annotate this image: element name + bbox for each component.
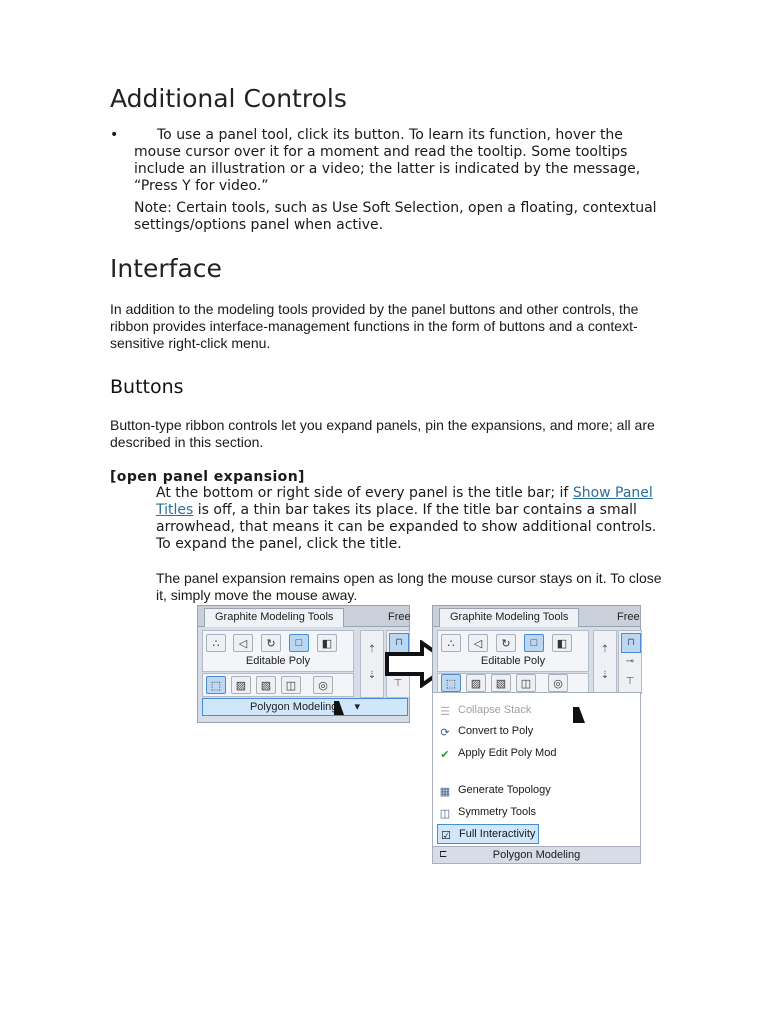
desc-before-link: At the bottom or right side of every panel is the title bar; if (156, 485, 573, 501)
term-description-2: The panel expansion remains open as long the mouse cursor stays on it. To close it, simply move the mouse away. (156, 570, 662, 603)
menu-item-symmetry-tools[interactable]: ◫ Symmetry Tools (437, 803, 536, 821)
tab-freeform-2[interactable]: Free (617, 611, 640, 623)
desc-after-link: is off, a thin bar takes its place. If the title bar contains a small arrowhead, that means it can be expanded to show additional controls. To expand the panel, click the title. (156, 502, 657, 552)
ribbon-figure-expanded (432, 605, 641, 693)
ribbon-tab-bar-2 (433, 606, 640, 627)
pushpin-icon[interactable]: ⊸ (625, 656, 635, 667)
select-region-icon[interactable]: ▧ (256, 676, 276, 694)
editable-poly-panel (202, 630, 354, 672)
soft-selection-icon[interactable]: ◎ (313, 676, 333, 694)
select-object-icon[interactable]: ⬚ (206, 676, 226, 694)
edge-mode-icon[interactable]: ◁ (233, 634, 253, 652)
polygon-mode-icon[interactable]: □ (524, 634, 544, 652)
mouse-cursor-icon (573, 707, 585, 723)
ribbon-figure-collapsed (197, 605, 410, 723)
panel-expansion-menu (432, 692, 641, 864)
bullet-text: To use a panel tool, click its button. To learn its function, hover the mouse cursor over it for a moment and read the tooltip. Some tooltips include an illustration or a video; the latter is indicated by the message, “Press Y for video.” (134, 127, 641, 194)
tab-graphite-modeling-tools[interactable]: Graphite Modeling Tools (204, 608, 344, 627)
tab-graphite-modeling-tools-2[interactable]: Graphite Modeling Tools (439, 608, 579, 627)
panel-label-editable-poly: Editable Poly (245, 655, 311, 667)
move-down-icon[interactable]: ⇣ (600, 670, 610, 681)
topology-icon: ▦ (439, 786, 451, 798)
mouse-cursor-icon (334, 701, 344, 715)
vertex-mode-icon[interactable]: ∴ (206, 634, 226, 652)
polygon-mode-icon[interactable]: □ (289, 634, 309, 652)
heading-buttons: Buttons (110, 376, 184, 398)
pin-footer-icon[interactable]: ⊏ (439, 849, 448, 860)
document-body (110, 84, 670, 604)
expand-arrow-icon[interactable]: ▾ (354, 701, 361, 713)
side-panel-4 (618, 630, 642, 694)
menu-item-full-interactivity[interactable]: ☑ Full Interactivity (437, 824, 539, 844)
footer-label: Polygon Modeling (492, 849, 581, 861)
edge-mode-icon[interactable]: ◁ (468, 634, 488, 652)
element-mode-icon[interactable]: ◧ (317, 634, 337, 652)
bullet-symbol: • (110, 127, 119, 143)
interface-intro: In addition to the modeling tools provided by the panel buttons and other controls, the ribbon provides interface-management functions in the form of buttons and a context-sensitive right-click menu. (110, 301, 639, 351)
collapse-stack-icon: ☰ (440, 706, 450, 718)
select-window-icon[interactable]: ◫ (516, 674, 536, 692)
heading-additional-controls: Additional Controls (110, 84, 347, 113)
selection-tools-row-2 (437, 673, 589, 693)
editable-poly-panel-2 (437, 630, 589, 672)
apply-mod-icon: ✔ (440, 749, 450, 761)
panel-label-editable-poly-2: Editable Poly (480, 655, 546, 667)
move-up-icon[interactable]: ⇡ (367, 644, 377, 655)
heading-interface: Interface (110, 254, 222, 283)
vertex-mode-icon[interactable]: ∴ (441, 634, 461, 652)
note-text: Note: Certain tools, such as Use Soft Selection, open a floating, contextual settings/options panel when active. (134, 200, 657, 233)
select-window-icon[interactable]: ◫ (281, 676, 301, 694)
checkbox-icon: ☑ (441, 830, 451, 842)
bullet-item (110, 127, 670, 195)
menu-item-apply-edit-poly-mod[interactable]: ✔ Apply Edit Poly Mod (437, 744, 556, 762)
select-region-icon[interactable]: ▧ (491, 674, 511, 692)
selection-tools-row (202, 673, 354, 697)
select-object-icon[interactable]: ⬚ (441, 674, 461, 692)
move-up-icon[interactable]: ⇡ (600, 644, 610, 655)
stack-icon[interactable]: ⊤ (625, 676, 635, 687)
buttons-intro: Button-type ribbon controls let you expand panels, pin the expansions, and more; all are described in this section. (110, 417, 655, 450)
tab-freeform[interactable]: Free (388, 611, 411, 623)
symmetry-icon: ◫ (439, 808, 451, 820)
term-open-panel-expansion: [open panel expansion] (110, 469, 305, 485)
convert-icon: ⟳ (440, 727, 450, 739)
element-mode-icon[interactable]: ◧ (552, 634, 572, 652)
polygon-modeling-title-bar[interactable] (202, 698, 408, 716)
menu-item-convert-to-poly[interactable]: ⟳ Convert to Poly (437, 722, 533, 740)
menu-item-collapse-stack[interactable]: ☰ Collapse Stack (437, 701, 531, 719)
polygon-modeling-footer[interactable] (433, 846, 640, 863)
menu-item-generate-topology[interactable]: ▦ Generate Topology (437, 781, 551, 799)
show-panel-titles-link[interactable]: Show Panel Titles (156, 485, 653, 518)
select-by-name-icon[interactable]: ▨ (466, 674, 486, 692)
side-panel-3 (593, 630, 617, 694)
select-by-name-icon[interactable]: ▨ (231, 676, 251, 694)
border-mode-icon[interactable]: ↻ (496, 634, 516, 652)
border-mode-icon[interactable]: ↻ (261, 634, 281, 652)
side-panel (360, 630, 384, 698)
pin-icon[interactable]: ⊓ (621, 633, 641, 653)
move-down-icon[interactable]: ⇣ (367, 670, 377, 681)
title-bar-label: Polygon Modeling (249, 701, 338, 713)
pin-icon[interactable]: ⊓ (389, 633, 409, 653)
term-description (156, 485, 670, 553)
stack-icon[interactable]: ⊤ (393, 678, 403, 689)
soft-selection-icon[interactable]: ◎ (548, 674, 568, 692)
ribbon-tab-bar (198, 606, 409, 627)
